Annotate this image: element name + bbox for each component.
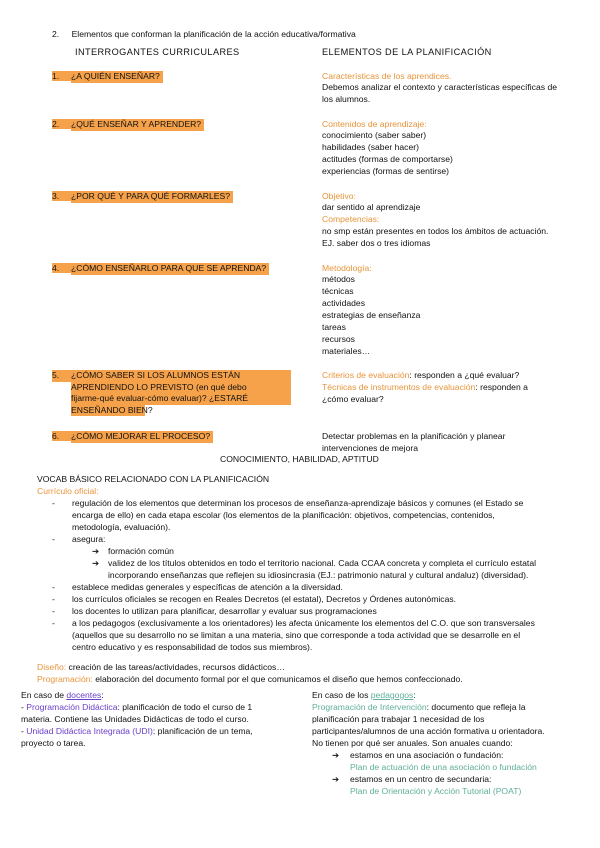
curriculo-label: Currículo oficial: (37, 486, 99, 496)
question-line: ENSEÑANDO BIEN? (71, 404, 153, 415)
vocab-title: VOCAB BÁSICO RELACIONADO CON LA PLANIFICACIÓN (37, 474, 270, 484)
pedagogos-case-2-plan: Plan de Orientación y Acción Tutorial (POAT) (350, 786, 522, 796)
pedagogos-case-1: estamos en una asociación o fundación: (350, 750, 504, 760)
element-4-item: actividades (322, 298, 365, 308)
pedagogos-link[interactable]: pedagogos (370, 690, 414, 700)
arrow-icon: ➔ (92, 546, 100, 556)
curriculo-item-3: establece medidas generales y específicas de atención a la diversidad. (72, 582, 343, 592)
docentes-link[interactable]: docentes (66, 690, 102, 700)
pedagogos-line: No tienen por qué ser anuales. Son anuales cuando: (312, 738, 513, 748)
element-4-item: materiales… (322, 346, 371, 356)
curriculo-subitem: validez de los títulos obtenidos en todo el territorio nacional. Cada CCAA concreta y completa el currículo estatal (108, 558, 537, 568)
curriculo-item-1: regulación de los elementos que determinan los procesos de enseñanza-aprendizaje básicos y comunes (el Estado se (72, 498, 524, 508)
element-2-item: habilidades (saber hacer) (322, 142, 419, 152)
curriculo-item-5: los docentes lo utilizan para planificar, desarrollar y evaluar sus programaciones (72, 606, 377, 616)
bullet-dash: - (52, 594, 55, 604)
arrow-icon: ➔ (92, 558, 100, 568)
element-3-line: EJ. saber dos o tres idiomas (322, 238, 431, 248)
element-2-item: conocimiento (saber saber) (322, 130, 427, 140)
question-text: ¿POR QUÉ Y PARA QUÉ FORMARLES? (71, 191, 233, 203)
question-number: 3. (52, 191, 71, 201)
section-number: 2. (52, 29, 60, 39)
element-5-line-2: Técnicas de instrumentos de evaluación: responden a (322, 382, 528, 392)
bullet-dash: - (52, 534, 55, 544)
bullet-dash: - (52, 582, 55, 592)
question-line: fijarme-qué evaluar-cómo evaluar)? ¿ESTARÉ (71, 393, 291, 405)
pedagogos-intro: En caso de los pedagogos: (312, 690, 416, 700)
question-5 (52, 370, 291, 416)
section-title-text: Elementos que conforman la planificación de la acción educativa/formativa (71, 29, 356, 39)
element-3-line: no smp están presentes en todos los ámbitos de actuación. (322, 226, 549, 236)
curriculo-subitem: formación común (108, 546, 174, 556)
element-1-line: los alumnos. (322, 94, 371, 104)
element-6-line: Detectar problemas en la planificación y planear (322, 431, 506, 441)
question-number: 2. (52, 119, 71, 129)
docentes-pd: - Programación Didáctica: planificación de todo el curso de 1 (21, 702, 253, 712)
col-left-header: INTERROGANTES CURRICULARES (75, 47, 240, 57)
question-number: 1. (52, 71, 71, 81)
pedagogos-line: planificación para trabajar 1 necesidad de los (312, 714, 485, 724)
pedagogos-pi: Programación de Intervención: documento que refleja la (312, 702, 526, 712)
question-2 (52, 119, 204, 131)
bullet-dash: - (52, 618, 55, 628)
diseno-line: Diseño: creación de las tareas/actividades, recursos didácticos… (37, 662, 285, 672)
docentes-udi-cont: proyecto o tarea. (21, 738, 86, 748)
question-4 (52, 263, 269, 275)
center-caption: CONOCIMIENTO, HABILIDAD, APTITUD (220, 454, 379, 464)
element-4-item: tareas (322, 322, 346, 332)
curriculo-item-2: asegura: (72, 534, 106, 544)
element-6-line: intervenciones de mejora (322, 443, 419, 453)
col-right-header: ELEMENTOS DE LA PLANIFICACIÓN (322, 47, 492, 57)
bullet-dash: - (52, 498, 55, 508)
element-4-item: recursos (322, 334, 355, 344)
element-4-item: técnicas (322, 286, 354, 296)
curriculo-item-6: a los pedagogos (exclusivamente a los orientadores) les afecta únicamente los elementos del C.O. que son transversales (72, 618, 535, 628)
pedagogos-case-1-plan: Plan de actuación de una asociación o fundación (350, 762, 537, 772)
question-number: 6. (52, 431, 71, 441)
question-1 (52, 71, 163, 83)
element-1-title: Características de los aprendices. (322, 71, 452, 81)
question-6 (52, 431, 213, 443)
question-text: ¿A QUIÉN ENSEÑAR? (71, 71, 163, 83)
curriculo-subitem-cont: incorporando enseñanzas que reflejen su idiosincrasia (EJ.: patrimonio natural y cultural andaluz) (diversidad). (108, 570, 529, 580)
docentes-pd-cont: materia. Contiene las Unidades Didácticas de todo el curso. (21, 714, 249, 724)
curriculo-item-6-cont: (aquellos que su desarrollo no se limitan a una materia, sino que corresponde a toda actividad que se desarrolle en el (72, 630, 521, 640)
programacion-line: Programación: elaboración del documento formal por el que comunicamos el diseño que hemos confeccionado. (37, 674, 463, 684)
bullet-dash: - (52, 606, 55, 616)
curriculo-item-1-cont: encarga de ello) en cada etapa escolar (los elementos de la planificación: objetivos, competencias, contenidos, (72, 510, 495, 520)
section-title (52, 29, 356, 41)
element-2-item: experiencias (formas de sentirse) (322, 166, 450, 176)
element-5-line-1: Criterios de evaluación: responden a ¿qué evaluar? (322, 370, 520, 380)
element-3-title-2: Competencias: (322, 214, 380, 224)
element-2-title: Contenidos de aprendizaje: (322, 119, 427, 129)
question-line: 5. ¿CÓMO SABER SI LOS ALUMNOS ESTÁN (52, 370, 291, 382)
element-4-title: Metodología: (322, 263, 372, 273)
curriculo-item-6-cont: centro educativo y es responsabilidad de todos sus miembros). (72, 642, 313, 652)
question-3 (52, 191, 233, 203)
question-text: ¿QUÉ ENSEÑAR Y APRENDER? (71, 119, 204, 131)
question-text: ¿CÓMO ENSEÑARLO PARA QUE SE APRENDA? (71, 263, 269, 275)
element-2-item: actitudes (formas de comportarse) (322, 154, 453, 164)
question-text: ¿CÓMO MEJORAR EL PROCESO? (71, 431, 213, 443)
element-5-line-3: ¿cómo evaluar? (322, 394, 384, 404)
arrow-icon: ➔ (332, 750, 340, 760)
docentes-intro: En caso de docentes: (21, 690, 104, 700)
question-number: 4. (52, 263, 71, 273)
element-1-line: Debemos analizar el contexto y características específicas de (322, 82, 558, 92)
curriculo-item-1-cont: metodología, evaluación). (72, 522, 171, 532)
element-4-item: estrategias de enseñanza (322, 310, 421, 320)
element-3-title: Objetivo: (322, 191, 356, 201)
curriculo-item-4: los currículos oficiales se recogen en Reales Decretos (el estatal), Decretos y Órdenes autonómicas. (72, 594, 457, 604)
docentes-udi: - Unidad Didáctica Integrada (UDI): planificación de un tema, (21, 726, 253, 736)
arrow-icon: ➔ (332, 774, 340, 784)
element-4-item: métodos (322, 274, 355, 284)
pedagogos-case-2: estamos en un centro de secundaria: (350, 774, 492, 784)
element-3-line: dar sentido al aprendizaje (322, 202, 421, 212)
pedagogos-line: participantes/alumnos de una acción formativa u orientadora. (312, 726, 545, 736)
question-line: APRENDIENDO LO PREVISTO (en qué debo (71, 382, 291, 394)
